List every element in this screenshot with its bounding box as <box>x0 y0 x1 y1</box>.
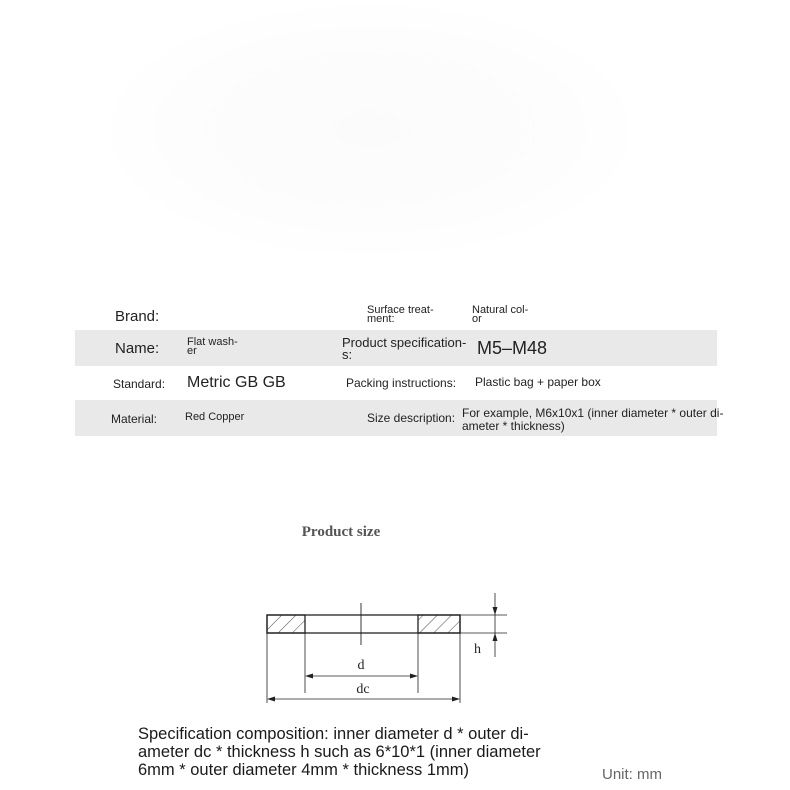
washer-cross-section <box>267 615 460 633</box>
name-label: Name: <box>115 340 160 357</box>
dimension-d-label: d <box>357 658 365 673</box>
size-description-value: For example, M6x10x1 (inner diameter * outer di- ameter * thickness) <box>462 406 724 433</box>
product-specification-label: Product specification- s: <box>342 335 467 362</box>
dimension-dc <box>267 682 460 702</box>
product-photo-area <box>110 5 630 255</box>
spec-row-name <box>75 330 717 366</box>
dimension-h <box>460 593 507 657</box>
unit-label: Unit: mm <box>602 766 662 783</box>
spec-row-material <box>75 400 724 436</box>
composition-line: Specification composition: inner diameter d * outer di- <box>138 725 529 743</box>
surface-treatment-label: Surface treat- ment: <box>367 304 434 325</box>
brand-label: Brand: <box>115 308 160 325</box>
specification-composition-text <box>138 725 608 779</box>
standard-label: Standard: <box>113 377 166 391</box>
washer-dimension-diagram <box>255 585 520 710</box>
size-description-label: Size description: <box>367 411 456 425</box>
material-value: Red Copper <box>185 411 245 423</box>
product-size-title: Product size <box>301 524 381 540</box>
product-specification-value: M5–M48 <box>477 338 548 358</box>
surface-treatment-value: Natural col- or <box>472 304 529 325</box>
composition-line: 6mm * outer diameter 4mm * thickness 1mm) <box>138 761 470 779</box>
material-label: Material: <box>111 412 158 426</box>
packing-instructions-value: Plastic bag + paper box <box>475 375 601 389</box>
standard-value: Metric GB GB <box>187 374 286 391</box>
dimension-dc-label: dc <box>356 682 370 697</box>
spec-row-standard <box>75 366 717 400</box>
composition-line: ameter dc * thickness h such as 6*10*1 (inner diameter <box>138 743 541 761</box>
dimension-d <box>305 658 418 679</box>
spec-row-brand <box>75 298 717 330</box>
dimension-h-label: h <box>474 642 481 657</box>
spec-table <box>75 298 724 436</box>
packing-instructions-label: Packing instructions: <box>346 376 457 390</box>
name-value: Flat wash- er <box>187 336 238 357</box>
